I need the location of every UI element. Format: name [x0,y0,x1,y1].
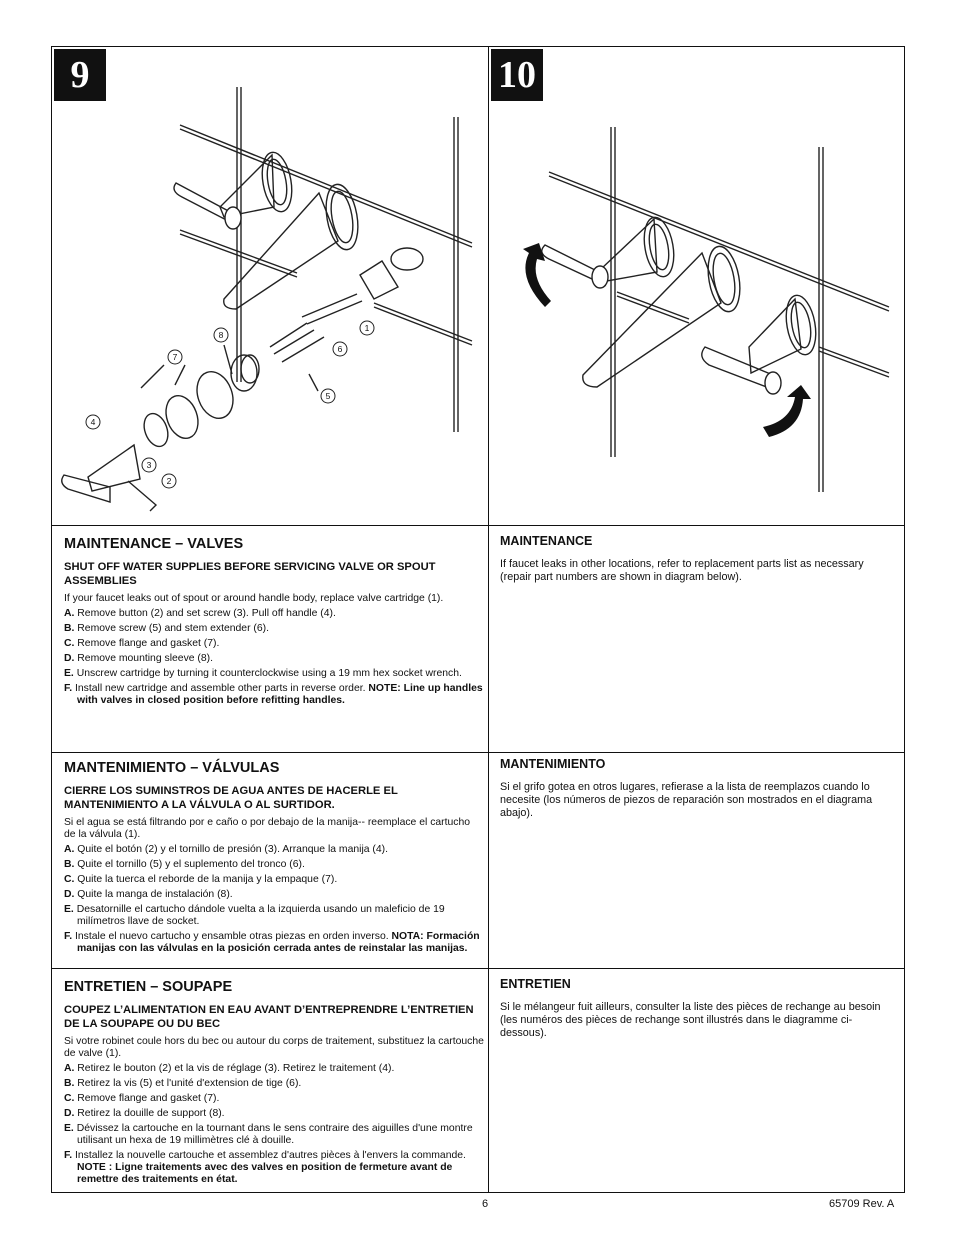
instruction-frame [51,46,905,1193]
row-divider-2 [52,752,904,753]
step-e: E. Unscrew cartridge by turning it counterclockwise using a 19 mm hex socket wrench. [64,668,462,679]
warning-text: CIERRE LOS SUMINSTROS DE AGUA ANTES DE HACERLE EL MANTENIMIENTO A LA VÁLVULA O AL SURTIDOR. [64,785,398,811]
page-number: 6 [482,1198,489,1210]
exploded-valve-diagram [52,47,488,525]
section-title: ENTRETIEN – SOUPAPE [64,979,233,995]
step-f: F. Installez la nouvelle cartouche et assemblez d'autres pièces à l'envers la commande. NOTE : Ligne traitements avec des valves en position de fermeture avant de remettre des traitements en état. [64,1150,466,1185]
step-b: B. Remove screw (5) and stem extender (6). [64,623,270,634]
intro-text: If your faucet leaks out of spout or around handle body, replace valve cartridge (1). [64,593,444,604]
step-f: F. Install new cartridge and assemble other parts in reverse order. NOTE: Line up handles with valves in closed position before refitting handles. [64,683,483,706]
step-number-10: 10 [491,49,543,101]
warning-text: SHUT OFF WATER SUPPLIES BEFORE SERVICING VALVE OR SPOUT ASSEMBLIES [64,561,436,587]
step-c: C. Remove flange and gasket (7). [64,638,220,649]
callout-1: 1 [364,323,370,333]
callout-4: 4 [90,417,96,427]
rotate-arrow-up-icon [523,243,551,307]
step-c: C. Quite la tuerca el reborde de la manija y la empaque (7). [64,874,338,885]
body-text: If faucet leaks in other locations, refer to replacement parts list as necessary (repair part numbers are shown in diagram below). [500,558,864,583]
maintenance-valves-en [64,536,484,710]
section-title: MANTENIMIENTO – VÁLVULAS [64,760,280,776]
step-a: A. Remove button (2) and set screw (3). Pull off handle (4). [64,608,336,619]
step-e: E. Dévissez la cartouche en la tournant dans le sens contraire des aiguilles d'une montre utilisant un hexa de 19 millimètres clé à douille. [64,1123,473,1146]
body-text: Si el grifo gotea en otros lugares, refierase a la lista de reemplazos cuando lo necesite (los números de piezos de reparación son mostrados en el diagrama abajo). [500,781,873,819]
step-d: D. Remove mounting sleeve (8). [64,653,214,664]
section-title: MAINTENANCE [500,534,593,548]
row-divider-1 [52,525,904,526]
step-c: C. Remove flange and gasket (7). [64,1093,220,1104]
step-d: D. Retirez la douille de support (8). [64,1108,225,1119]
callout-7: 7 [172,352,178,362]
step-d: D. Quite la manga de instalación (8). [64,889,233,900]
section-title: MANTENIMIENTO [500,757,606,771]
handles-closed-diagram [489,47,905,525]
callout-2: 2 [166,476,172,486]
callout-6: 6 [337,344,343,354]
maintenance-en [500,534,885,584]
section-title: ENTRETIEN [500,977,571,991]
warning-text: COUPEZ L’ALIMENTATION EN EAU AVANT D’ENTREPRENDRE L’ENTRETIEN DE LA SOUPAPE OU DU BEC [64,1004,474,1030]
maintenance-valves-fr [64,979,484,1189]
intro-text: Si el agua se está filtrando por e caño o por debajo de la manija-- reemplace el cartucho de la válvula (1). [64,817,471,840]
maintenance-es [500,757,885,820]
step-a: A. Quite el botón (2) y el tornillo de presión (3). Arranque la manija (4). [64,844,389,855]
step-b: B. Retirez la vis (5) et l'unité d'extension de tige (6). [64,1078,302,1089]
maintenance-fr [500,977,885,1040]
row-divider-3 [52,968,904,969]
body-text: Si le mélangeur fuit ailleurs, consulter la liste des pièces de rechange au besoin (les numéros des pièces de rechange sont illustrés dans le diagramme ci-dessous). [500,1001,881,1039]
callout-8: 8 [218,330,224,340]
step-a: A. Retirez le bouton (2) et la vis de réglage (3). Retirez le traitement (4). [64,1063,395,1074]
intro-text: Si votre robinet coule hors du bec ou autour du corps de traitement, substituez la cartouche de valve (1). [64,1036,484,1059]
maintenance-valves-es [64,760,484,958]
step-b: B. Quite el tornillo (5) y el suplemento del tronco (6). [64,859,305,870]
step-e: E. Desatornille el cartucho dándole vuelta a la izquierda usando un maleficio de 19 milímetros llave de socket. [64,904,445,927]
step-f: F. Instale el nuevo cartucho y ensamble otras piezas en orden inverso. NOTA: Formación manijas con las válvulas en la posición cerrada antes de reinstalar las manijas. [64,931,480,954]
callout-3: 3 [146,460,152,470]
section-title: MAINTENANCE – VALVES [64,536,244,552]
document-number: 65709 Rev. A [829,1198,895,1210]
step-number-9: 9 [54,49,106,101]
callout-5: 5 [325,391,331,401]
